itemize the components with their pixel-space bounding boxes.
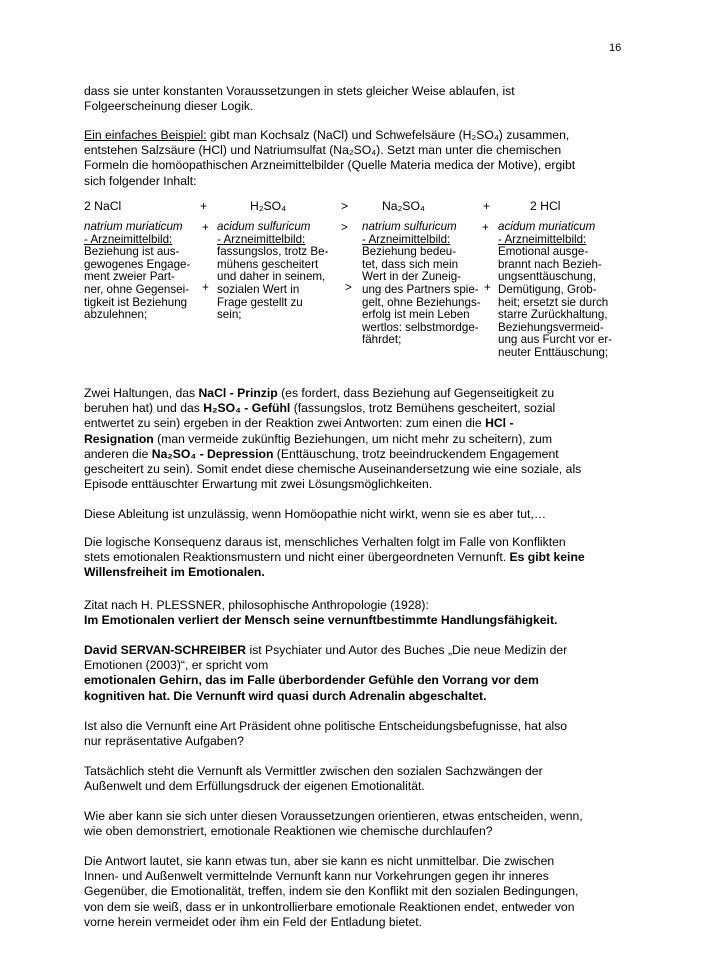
remedy-text: tigkeit ist Beziehung bbox=[84, 295, 188, 309]
column-operator: + bbox=[202, 281, 209, 294]
remedy-text: sein; bbox=[217, 308, 242, 322]
text-span: (es fordert, dass Beziehung auf Gegenseitigkeit zu bbox=[277, 386, 555, 400]
equation-term: 2 NaCl bbox=[84, 199, 122, 213]
column-operator: + bbox=[482, 221, 489, 234]
text-span: ist Psychiater und Autor des Buches „Die neue Medizin der bbox=[246, 643, 568, 657]
text-span: NaCl - Prinzip bbox=[198, 386, 278, 400]
paragraph-answer bbox=[84, 854, 624, 930]
text-span: David SERVAN-SCHREIBER bbox=[84, 643, 247, 657]
text-line bbox=[84, 386, 624, 401]
text-line: Willensfreiheit im Emotionalen. bbox=[84, 565, 265, 580]
remedy-column bbox=[498, 221, 612, 360]
text-line: sich folgender Inhalt: bbox=[84, 173, 197, 188]
text-span: beruhen hat) und das bbox=[84, 401, 204, 416]
column-operator: + bbox=[484, 281, 491, 294]
remedy-text: sozialen Wert in bbox=[217, 282, 300, 296]
equation-term: 2 HCl bbox=[530, 199, 561, 213]
text-line: Gegenüber, die Emotionalität, treffen, indem sie den Konflikt mit den sozialen Bedingungen, bbox=[84, 884, 579, 899]
text-span: H₂SO₄ - Gefühl bbox=[203, 401, 291, 416]
text-line: von dem sie weiß, dass er in unkontrollierbare emotionale Reaktionen endet, entweder von bbox=[84, 899, 575, 914]
text-line bbox=[84, 447, 624, 462]
text-line: Tatsächlich steht die Vernunft als Vermittler zwischen den sozialen Sachzwängen der bbox=[84, 764, 543, 778]
text-line: Folgeerscheinung dieser Logik. bbox=[84, 99, 254, 114]
remedy-text: ung des Partners spie- bbox=[362, 282, 479, 296]
text-span: gibt man Kochsalz (NaCl) und Schwefelsäure (H₂SO₄) zusammen, bbox=[206, 128, 570, 142]
text-span: Resignation bbox=[84, 431, 154, 446]
paragraph-derivation bbox=[84, 507, 624, 522]
remedy-text: mühens gescheitert bbox=[217, 257, 319, 271]
text-span: emotionalen Gehirn bbox=[84, 673, 199, 688]
remedy-text: ungsenttäuschung, bbox=[498, 270, 596, 284]
remedy-text: Beziehung bedeu- bbox=[362, 245, 457, 259]
remedy-column bbox=[217, 221, 328, 322]
text-span: Es gibt keine bbox=[509, 550, 585, 565]
text-line: wie oben demonstriert, emotionale Reaktionen wie chemische durchlaufen? bbox=[84, 824, 493, 839]
text-span: stets emotionalen Reaktionsmustern und nicht einer übergeordneten Vernunft. bbox=[84, 550, 510, 565]
remedy-label: - Arzneimittelbild: bbox=[84, 232, 173, 246]
remedy-text: neuter Enttäuschung; bbox=[498, 345, 609, 359]
page-number: 16 bbox=[609, 42, 622, 54]
equation-operator: + bbox=[483, 199, 491, 213]
remedy-text: wertlos: selbstmordge- bbox=[362, 320, 479, 334]
equation-term: Na₂SO₄ bbox=[382, 199, 425, 213]
remedy-text: erfolg ist mein Leben bbox=[362, 308, 470, 322]
text-line: Zitat nach H. PLESSNER, philosophische Anthropologie (1928): bbox=[84, 598, 429, 612]
remedy-text: gewogenes Engage- bbox=[84, 257, 191, 271]
remedy-text: ner, ohne Gegensei- bbox=[84, 282, 190, 296]
remedy-text: Frage gestellt zu bbox=[217, 295, 303, 309]
remedy-text: Beziehungsvermeid- bbox=[498, 320, 604, 334]
text-line: Außenwelt und dem Erfüllungsdruck der eigenen Emotionalität. bbox=[84, 779, 425, 794]
remedy-text: Emotional ausge- bbox=[498, 245, 589, 259]
text-line: Episode enttäuschter Erwartung mit zwei Lösungsmöglichkeiten. bbox=[84, 477, 433, 492]
column-operator: + bbox=[202, 221, 209, 234]
text-span: (fassungslos, trotz Bemühens gescheitert, sozial bbox=[290, 401, 556, 416]
example-heading: Ein einfaches Beispiel: bbox=[84, 128, 207, 142]
text-span: (man vermeide zukünftig Beziehungen, um nicht mehr zu scheitern), zum bbox=[153, 431, 553, 446]
remedy-name: natrium muriaticum bbox=[84, 220, 183, 233]
text-line bbox=[84, 550, 624, 565]
remedy-text: Demütigung, Grob- bbox=[498, 282, 597, 296]
column-operator: > bbox=[341, 221, 348, 234]
remedy-name: acidum sulfuricum bbox=[217, 220, 311, 233]
text-line: Emotionen (2003)“, er spricht vom bbox=[84, 658, 269, 673]
text-line: dass sie unter konstanten Voraussetzungen in stets gleicher Weise ablaufen, ist bbox=[84, 84, 515, 98]
remedy-text: Wert in der Zuneig- bbox=[362, 270, 462, 284]
text-line: Ist also die Vernunft eine Art Präsident ohne politische Entscheidungsbefugnisse, hat also bbox=[84, 719, 568, 733]
text-line: Die logische Konsequenz daraus ist, menschliches Verhalten folgt im Falle von Konflikten bbox=[84, 535, 566, 549]
paragraph-orientation bbox=[84, 809, 624, 839]
paragraph-consequence bbox=[84, 535, 624, 581]
text-line: Die Antwort lautet, sie kann etwas tun, aber sie kann es nicht unmittelbar. Die zwischen bbox=[84, 854, 555, 868]
remedy-text: fährdet; bbox=[362, 333, 402, 347]
equation-operator: > bbox=[341, 199, 349, 213]
paragraph-mediator bbox=[84, 764, 624, 794]
remedy-text: und daher in seinem, bbox=[217, 270, 326, 284]
paragraph-quote bbox=[84, 598, 624, 628]
text-span: anderen die bbox=[84, 446, 152, 461]
text-line bbox=[84, 432, 624, 447]
paragraph-question bbox=[84, 719, 624, 749]
remedy-text: gelt, ohne Beziehungs- bbox=[362, 295, 481, 309]
remedy-text: tet, dass sich mein bbox=[362, 257, 459, 271]
paragraph-servan bbox=[84, 643, 624, 704]
text-line bbox=[84, 416, 624, 431]
quote-line: Im Emotionalen verliert der Mensch seine vernunftbestimmte Handlungsfähigkeit. bbox=[84, 613, 558, 628]
remedy-text: heit; ersetzt sie durch bbox=[498, 295, 609, 309]
remedy-label: - Arzneimittelbild: bbox=[498, 232, 587, 246]
remedy-name: acidum muriaticum bbox=[498, 220, 596, 233]
text-line: Wie aber kann sie sich unter diesen Voraussetzungen orientieren, etwas entscheiden, wenn, bbox=[84, 809, 583, 823]
remedy-label: - Arzneimittelbild: bbox=[217, 232, 306, 246]
text-span: Zwei Haltungen, das bbox=[84, 386, 199, 400]
text-line bbox=[84, 128, 624, 143]
paragraph-attitudes bbox=[84, 386, 624, 492]
equation-term: H₂SO₄ bbox=[250, 199, 287, 213]
text-line: vorne herein vermeidet oder ihm ein Feld der Entladung bietet. bbox=[84, 914, 423, 929]
remedy-column bbox=[362, 221, 481, 347]
remedy-text: brannt nach Bezieh- bbox=[498, 257, 602, 271]
text-line: Innen- und Außenwelt vermittelnde Vernunft kann nur Vorkehrungen gegen ihr inneres bbox=[84, 869, 549, 884]
text-line bbox=[84, 673, 624, 688]
remedy-name: natrium sulfuricum bbox=[362, 220, 457, 233]
text-span: (Enttäuschung, trotz beeindruckendem Engagement bbox=[273, 446, 559, 461]
remedy-text: starre Zurückhaltung, bbox=[498, 308, 608, 322]
text-span: HCl - bbox=[485, 416, 514, 431]
text-line: nur repräsentative Aufgaben? bbox=[84, 734, 244, 749]
text-line: entstehen Salzsäure (HCl) und Natriumsulfat (Na₂SO₄). Setzt man unter die chemischen bbox=[84, 143, 562, 158]
text-line: Formeln die homöopathischen Arzneimittelbilder (Quelle Materia medica der Motive), ergibt bbox=[84, 158, 576, 173]
text-line: gescheitert zu sein). Somit endet diese chemische Auseinandersetzung wie eine soziale, als bbox=[84, 462, 582, 477]
paragraph-example bbox=[84, 128, 624, 189]
equation-operator: + bbox=[200, 199, 208, 213]
column-operator: > bbox=[345, 281, 352, 294]
remedy-text: fassungslos, trotz Be- bbox=[217, 245, 329, 259]
remedy-text: ung aus Furcht vor er- bbox=[498, 333, 613, 347]
remedy-text: abzulehnen; bbox=[84, 308, 148, 322]
text-span: , das im Falle überbordender Gefühle den Vorrang vor dem bbox=[198, 673, 539, 688]
text-line: Diese Ableitung ist unzulässig, wenn Homöopathie nicht wirkt, wenn sie es aber tut,… bbox=[84, 507, 547, 521]
text-line bbox=[84, 401, 624, 416]
remedy-text: Beziehung ist aus- bbox=[84, 245, 180, 259]
paragraph-intro bbox=[84, 84, 624, 114]
text-span: Na₂SO₄ - Depression bbox=[151, 446, 274, 461]
text-span: entwertet zu sein) ergeben in der Reaktion zwei Antworten: zum einen die bbox=[84, 416, 486, 431]
text-line: kognitiven hat. Die Vernunft wird quasi durch Adrenalin abgeschaltet. bbox=[84, 688, 487, 703]
remedy-label: - Arzneimittelbild: bbox=[362, 232, 451, 246]
remedy-column bbox=[84, 221, 190, 322]
text-line bbox=[84, 643, 624, 658]
remedy-text: ment zweier Part- bbox=[84, 270, 175, 284]
